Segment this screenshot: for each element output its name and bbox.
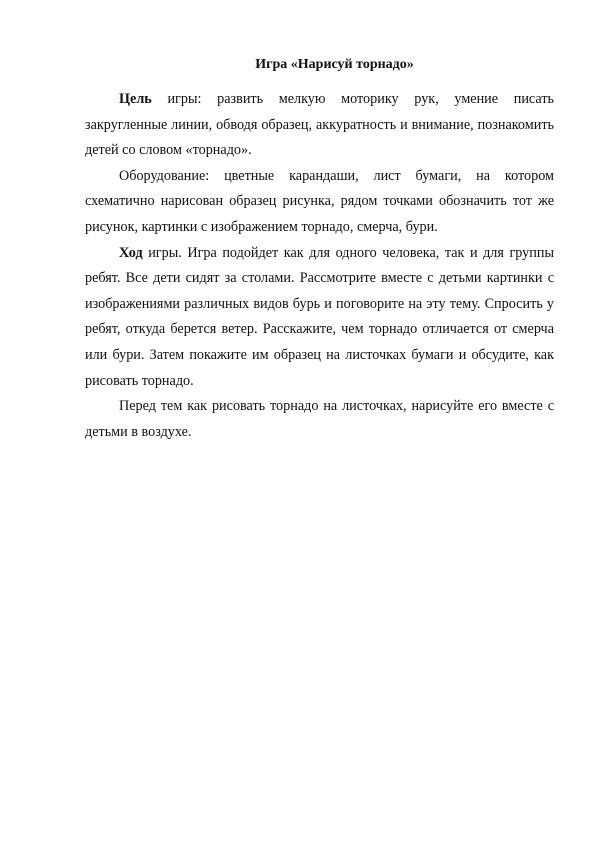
paragraph-game-progress (85, 241, 554, 395)
paragraph-equipment (85, 164, 554, 241)
paragraph-lead: Ход (119, 244, 143, 261)
paragraph-lead: Цель (119, 91, 152, 107)
document-title: Игра «Нарисуй торнадо» (255, 57, 414, 72)
document-body (85, 55, 554, 445)
paragraph-text: Оборудование: цветные карандаши, лист бумаги, на котором схематично нарисован образец рисунка, рядом точками обозначить тот же рисунок, картинки с изображением торнадо, смерча, бури. (85, 167, 554, 235)
paragraph-goal (85, 87, 554, 164)
paragraph-text: игры: развить мелкую моторику рук, умение писать закругленные линии, обводя образец, аккуратность и внимание, познакомить детей со словом «торнадо». (85, 91, 554, 159)
paragraph-closing (85, 394, 554, 445)
paragraph-text: игры. Игра подойдет как для одного человека, так и для группы ребят. Все дети сидят за столами. Рассмотрите вместе с детьми картинки с изображениями различных видов бурь и поговорите на эту тему. Спросить у ребят, откуда берется ветер. Расскажите, чем торнадо отличается от смерча или бури. Затем покажите им образец на листочках бумаги и обсудите, как рисовать торнадо. (85, 244, 554, 389)
paragraph-text: Перед тем как рисовать торнадо на листочках, нарисуйте его вместе с детьми в воздухе. (85, 398, 554, 440)
